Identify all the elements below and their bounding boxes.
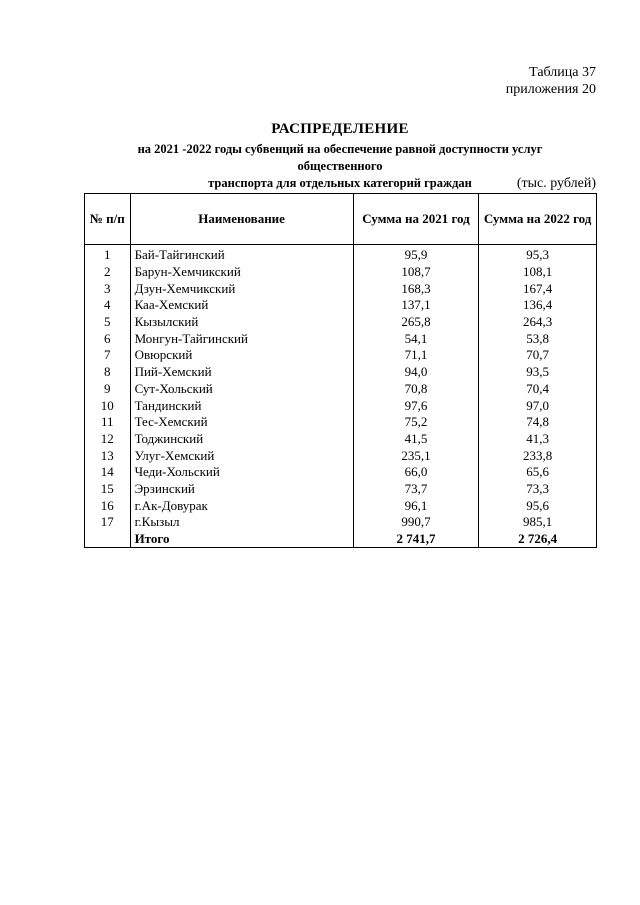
cell-name: Барун-Хемчикский (130, 264, 353, 281)
cell-sum-2022: 108,1 (479, 264, 597, 281)
cell-sum-2022: 53,8 (479, 330, 597, 347)
cell-name: Пий-Хемский (130, 364, 353, 381)
cell-sum-2022: 95,6 (479, 497, 597, 514)
cell-name: Тандинский (130, 397, 353, 414)
cell-sum-2021: 66,0 (353, 464, 479, 481)
cell-num: 17 (85, 514, 131, 531)
cell-sum-2022: 93,5 (479, 364, 597, 381)
cell-name: г.Ак-Довурак (130, 497, 353, 514)
cell-num: 8 (85, 364, 131, 381)
distribution-table (84, 193, 597, 548)
table-row (85, 264, 597, 281)
table-row (85, 481, 597, 498)
cell-num: 1 (85, 245, 131, 264)
table-row (85, 314, 597, 331)
cell-name: Тоджинский (130, 431, 353, 448)
table-row (85, 514, 597, 531)
cell-sum-2022: 233,8 (479, 447, 597, 464)
cell-sum-2021: 71,1 (353, 347, 479, 364)
table-row (85, 364, 597, 381)
cell-sum-2022: 74,8 (479, 414, 597, 431)
cell-name: Тес-Хемский (130, 414, 353, 431)
total-cell-sum-2021: 2 741,7 (353, 531, 479, 548)
cell-sum-2021: 96,1 (353, 497, 479, 514)
units-label: (тыс. рублей) (516, 176, 596, 191)
cell-num: 6 (85, 330, 131, 347)
cell-name: Каа-Хемский (130, 297, 353, 314)
cell-sum-2021: 94,0 (353, 364, 479, 381)
cell-num: 14 (85, 464, 131, 481)
table-row (85, 497, 597, 514)
cell-num: 5 (85, 314, 131, 331)
cell-sum-2022: 73,3 (479, 481, 597, 498)
appendix-number: приложения 20 (505, 82, 596, 97)
total-cell-name: Итого (130, 531, 353, 548)
cell-sum-2022: 167,4 (479, 280, 597, 297)
cell-name: Кызылский (130, 314, 353, 331)
table-reference (506, 64, 596, 98)
cell-sum-2022: 65,6 (479, 464, 597, 481)
cell-name: Монгун-Тайгинский (130, 330, 353, 347)
cell-sum-2021: 108,7 (353, 264, 479, 281)
total-cell-num (85, 531, 131, 548)
column-header-num: № п/п (85, 194, 131, 245)
table-row (85, 447, 597, 464)
cell-name: Бай-Тайгинский (130, 245, 353, 264)
table-row (85, 330, 597, 347)
cell-name: Дзун-Хемчикский (130, 280, 353, 297)
column-header-name: Наименование (130, 194, 353, 245)
cell-num: 7 (85, 347, 131, 364)
cell-sum-2022: 136,4 (479, 297, 597, 314)
cell-name: Овюрский (130, 347, 353, 364)
cell-sum-2021: 95,9 (353, 245, 479, 264)
cell-sum-2022: 70,4 (479, 381, 597, 398)
document-subtitle (95, 141, 585, 192)
cell-sum-2021: 75,2 (353, 414, 479, 431)
cell-num: 9 (85, 381, 131, 398)
cell-sum-2021: 990,7 (353, 514, 479, 531)
cell-sum-2022: 70,7 (479, 347, 597, 364)
table-number: Таблица 37 (529, 65, 596, 80)
table-row (85, 464, 597, 481)
cell-sum-2021: 54,1 (353, 330, 479, 347)
cell-num: 4 (85, 297, 131, 314)
cell-num: 12 (85, 431, 131, 448)
cell-sum-2022: 264,3 (479, 314, 597, 331)
cell-sum-2022: 41,3 (479, 431, 597, 448)
cell-sum-2021: 168,3 (353, 280, 479, 297)
cell-sum-2022: 97,0 (479, 397, 597, 414)
column-header-sum-2021: Сумма на 2021 год (353, 194, 479, 245)
table-row (85, 414, 597, 431)
table-row (85, 431, 597, 448)
cell-sum-2021: 70,8 (353, 381, 479, 398)
table-header (85, 194, 597, 245)
cell-sum-2021: 137,1 (353, 297, 479, 314)
document-title: РАСПРЕДЕЛЕНИЕ (271, 121, 409, 137)
cell-sum-2021: 235,1 (353, 447, 479, 464)
cell-sum-2022: 985,1 (479, 514, 597, 531)
cell-sum-2022: 95,3 (479, 245, 597, 264)
cell-num: 11 (85, 414, 131, 431)
total-cell-sum-2022: 2 726,4 (479, 531, 597, 548)
subtitle-line-2: транспорта для отдельных категорий граждан (208, 176, 472, 190)
subtitle-line-1: на 2021 -2022 годы субвенций на обеспечение равной доступности услуг общественного (137, 142, 543, 173)
cell-num: 15 (85, 481, 131, 498)
cell-sum-2021: 41,5 (353, 431, 479, 448)
table-row (85, 280, 597, 297)
column-header-sum-2022: Сумма на 2022 год (479, 194, 597, 245)
cell-num: 2 (85, 264, 131, 281)
cell-name: Сут-Хольский (130, 381, 353, 398)
cell-name: г.Кызыл (130, 514, 353, 531)
table-body (85, 245, 597, 548)
cell-num: 10 (85, 397, 131, 414)
table-row (85, 381, 597, 398)
cell-num: 3 (85, 280, 131, 297)
table-row (85, 397, 597, 414)
cell-num: 16 (85, 497, 131, 514)
table-row (85, 297, 597, 314)
cell-name: Эрзинский (130, 481, 353, 498)
cell-num: 13 (85, 447, 131, 464)
cell-sum-2021: 73,7 (353, 481, 479, 498)
cell-sum-2021: 97,6 (353, 397, 479, 414)
total-row (85, 531, 597, 548)
cell-name: Чеди-Хольский (130, 464, 353, 481)
cell-name: Улуг-Хемский (130, 447, 353, 464)
cell-sum-2021: 265,8 (353, 314, 479, 331)
header-row (85, 194, 597, 245)
table-row (85, 347, 597, 364)
table-row (85, 245, 597, 264)
